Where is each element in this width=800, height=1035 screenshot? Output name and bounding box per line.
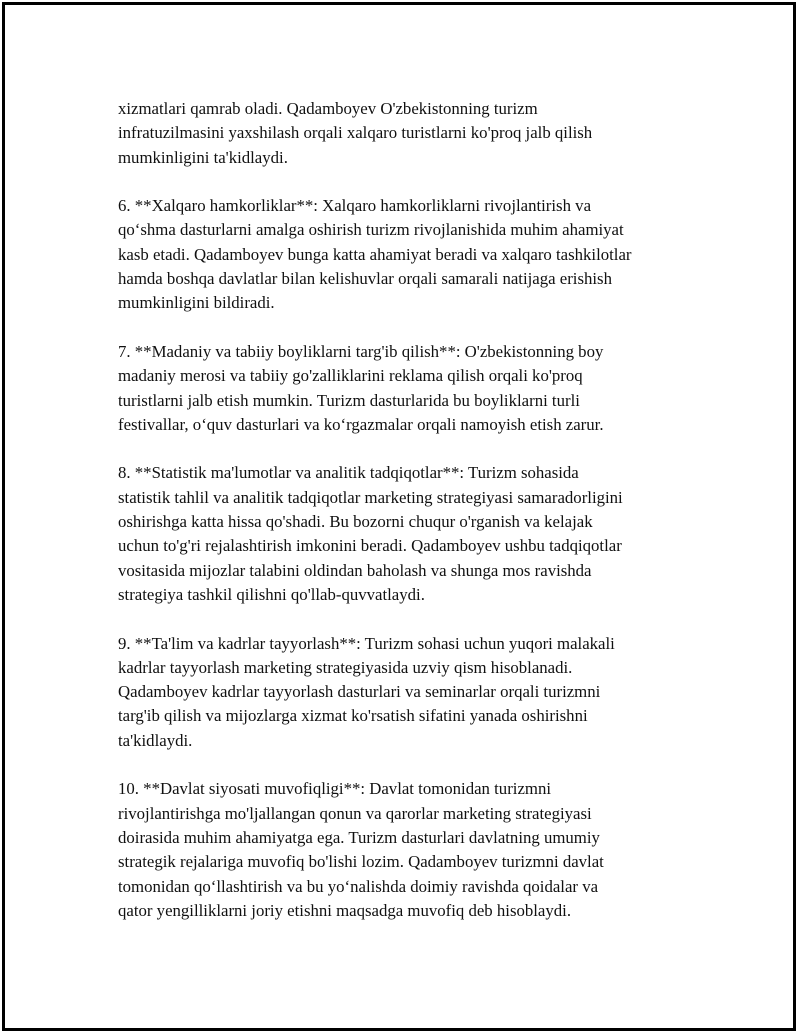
paragraph-statistics-research: 8. **Statistik ma'lumotlar va analitik tadqiqotlar**: Turizm sohasida statistik tahlil va analitik tadqiqotlar marketing strategiyasi samaradorligini oshirishga katta hissa qo'shadi. Bu bozorni chuqur o'rganish va kelajak uchun to'g'ri rejalashtirish imkonini beradi. Qadamboyev ushbu tadqiqotlar vositasida mijozlar talabini oldindan baholash va shunga mos ravishda strategiya tashkil qilishni qo'llab-quvvatlaydi.	[118, 463, 623, 604]
paragraph-intro: xizmatlari qamrab oladi. Qadamboyev O'zbekistonning turizm infratuzilmasini yaxshilash orqali xalqaro turistlarni ko'proq jalb qilish mumkinligini ta'kidlaydi.	[118, 99, 593, 167]
paragraph-state-policy: 10. **Davlat siyosati muvofiqligi**: Davlat tomonidan turizmni rivojlantirishga mo'ljallangan qonun va qarorlar marketing strategiyasi doirasida muhim ahamiyatga ega. Turizm dasturlari davlatning umumiy strategik rejalariga muvofiq bo'lishi lozim. Qadamboyev turizmni davlat tomonidan qo‘llashtirish va bu yo‘nalishda doimiy ravishda qoidalar va qator yengilliklarni joriy etishni maqsadga muvofiq deb hisoblaydi.	[118, 779, 604, 920]
paragraph-international-cooperation: 6. **Xalqaro hamkorliklar**: Xalqaro hamkorliklarni rivojlantirish va qo‘shma dasturlarni amalga oshirish turizm rivojlanishida muhim ahamiyat kasb etadi. Qadamboyev bunga katta ahamiyat beradi va xalqaro tashkilotlar hamda boshqa davlatlar bilan kelishuvlar orqali samarali natijaga erishish mumkinligini bildiradi.	[118, 196, 632, 313]
page-frame	[2, 2, 796, 1031]
paragraph-cultural-natural-heritage: 7. **Madaniy va tabiiy boyliklarni targ'ib qilish**: O'zbekistonning boy madaniy merosi va tabiiy go'zalliklarini reklama qilish orqali ko'proq turistlarni jalb etish mumkin. Turizm dasturlarida bu boyliklarni turli festivallar, o‘quv dasturlari va ko‘rgazmalar orqali namoyish etish zarur.	[118, 341, 604, 434]
paragraph-education-training: 9. **Ta'lim va kadrlar tayyorlash**: Turizm sohasi uchun yuqori malakali kadrlar tayyorlash marketing strategiyasida uzviy qism hisoblanadi. Qadamboyev kadrlar tayyorlash dasturlari va seminarlar orqali turizmni targ'ib qilish va mijozlarga xizmat ko'rsatish sifatini yanada oshirishni ta'kidlaydi.	[118, 633, 615, 750]
document-body	[118, 97, 708, 947]
